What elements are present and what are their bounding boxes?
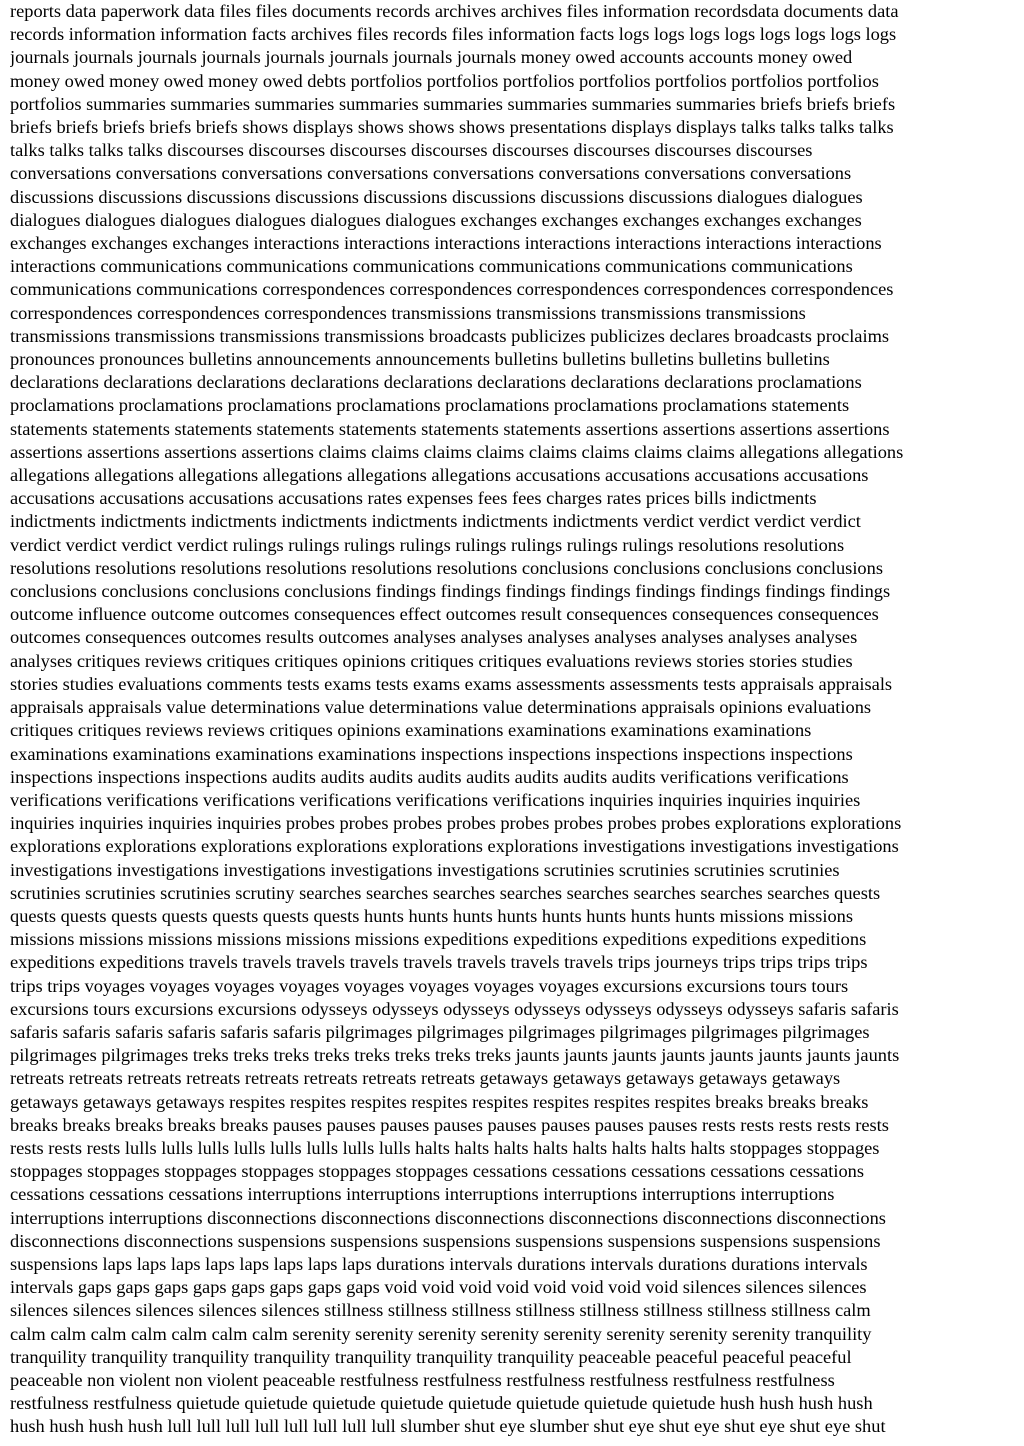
- text-line: getaways getaways getaways respites respites respites respites respites respites respites respites breaks breaks breaks: [10, 1091, 869, 1112]
- text-line: suspensions laps laps laps laps laps laps laps laps durations intervals durations intervals durations durations intervals: [10, 1253, 868, 1274]
- text-line: money owed money owed money owed debts portfolios portfolios portfolios portfolios portfolios portfolios portfolios: [10, 70, 879, 91]
- text-line: pilgrimages pilgrimages treks treks treks treks treks treks treks treks jaunts jaunts jaunts jaunts jaunts jaunts jaunts jaunts: [10, 1045, 900, 1066]
- text-line: restfulness restfulness quietude quietude quietude quietude quietude quietude quietude quietude hush hush hush hush: [10, 1393, 873, 1414]
- text-line: excursions tours excursions excursions odysseys odysseys odysseys odysseys odysseys odysseys odysseys safaris safaris: [10, 998, 899, 1019]
- text-line: reports data paperwork data files files documents records archives archives files information recordsdata documents data: [10, 1, 899, 21]
- text-line: retreats retreats retreats retreats retreats retreats retreats retreats getaways getaways getaways getaways getaways: [10, 1068, 841, 1089]
- text-line: inquiries inquiries inquiries inquiries probes probes probes probes probes probes probes probes explorations explorations: [10, 813, 902, 834]
- text-line: interruptions interruptions disconnections disconnections disconnections disconnections disconnections disconnections: [10, 1207, 886, 1228]
- text-line: talks talks talks talks discourses discourses discourses discourses discourses discourses discourses discourses: [10, 140, 813, 161]
- text-line: peaceable non violent non violent peaceable restfulness restfulness restfulness restfulness restfulness restfulness: [10, 1369, 835, 1390]
- text-line: outcome influence outcome outcomes consequences effect outcomes result consequences consequences consequences: [10, 604, 879, 625]
- text-line: appraisals appraisals value determinations value determinations value determinations appraisals opinions evaluations: [10, 697, 872, 718]
- text-line: hush hush hush hush lull lull lull lull lull lull lull lull slumber shut eye slumber shut eye shut eye shut eye shut eye shut: [10, 1416, 886, 1437]
- text-line: missions missions missions missions missions missions expeditions expeditions expeditions expeditions expeditions: [10, 929, 867, 950]
- text-line: silences silences silences silences silences stillness stillness stillness stillness stillness stillness stillness stillness calm: [10, 1300, 871, 1321]
- text-line: verifications verifications verifications verifications verifications verifications inquiries inquiries inquiries inquiries: [10, 789, 861, 810]
- text-line: conversations conversations conversations conversations conversations conversations conversations conversations: [10, 163, 852, 184]
- text-line: explorations explorations explorations explorations explorations explorations investigations investigations investigations: [10, 836, 899, 857]
- text-line: verdict verdict verdict verdict rulings rulings rulings rulings rulings rulings rulings rulings resolutions resolutions: [10, 534, 845, 555]
- text-line: stoppages stoppages stoppages stoppages stoppages stoppages cessations cessations cessations cessations cessations: [10, 1161, 864, 1182]
- text-line: records information information facts archives files records files information facts logs logs logs logs logs logs logs logs: [10, 24, 897, 45]
- text-line: discussions discussions discussions discussions discussions discussions discussions discussions dialogues dialogues: [10, 186, 863, 207]
- text-line: outcomes consequences outcomes results outcomes analyses analyses analyses analyses analyses analyses analyses: [10, 627, 858, 648]
- text-line: resolutions resolutions resolutions resolutions resolutions resolutions conclusions conclusions conclusions conclusions: [10, 557, 883, 578]
- text-line: communications communications correspondences correspondences correspondences correspondences correspondences: [10, 279, 894, 300]
- text-line: statements statements statements statements statements statements statements assertions assertions assertions assertions: [10, 418, 890, 439]
- text-line: breaks breaks breaks breaks breaks pauses pauses pauses pauses pauses pauses pauses pauses rests rests rests rests rests: [10, 1114, 889, 1135]
- text-line: journals journals journals journals journals journals journals journals money owed accounts accounts money owed: [10, 47, 853, 68]
- text-line: examinations examinations examinations examinations inspections inspections inspections inspections inspections: [10, 743, 853, 764]
- text-line: interactions communications communications communications communications communications communications: [10, 256, 853, 277]
- text-line: transmissions transmissions transmissions transmissions broadcasts publicizes publicizes declares broadcasts proclaims: [10, 325, 890, 346]
- text-line: cessations cessations cessations interruptions interruptions interruptions interruptions interruptions interruptions: [10, 1184, 835, 1205]
- text-line: correspondences correspondences correspondences transmissions transmissions transmissions transmissions: [10, 302, 806, 323]
- text-line: indictments indictments indictments indictments indictments indictments indictments verdict verdict verdict verdict: [10, 511, 861, 532]
- text-line: scrutinies scrutinies scrutinies scrutiny searches searches searches searches searches searches searches searches quests: [10, 882, 881, 903]
- text-line: safaris safaris safaris safaris safaris safaris pilgrimages pilgrimages pilgrimages pilgrimages pilgrimages pilgrimages: [10, 1021, 870, 1042]
- text-line: inspections inspections inspections audits audits audits audits audits audits audits audits verifications verifications: [10, 766, 849, 787]
- text-line: calm calm calm calm calm calm calm serenity serenity serenity serenity serenity serenity serenity serenity tranquility: [10, 1323, 872, 1344]
- text-line: critiques critiques reviews reviews critiques opinions examinations examinations examinations examinations: [10, 720, 812, 741]
- text-line: dialogues dialogues dialogues dialogues dialogues dialogues exchanges exchanges exchanges exchanges exchanges: [10, 209, 862, 230]
- text-line: expeditions expeditions travels travels travels travels travels travels travels travels trips journeys trips trips trips trips: [10, 952, 868, 973]
- text-line: quests quests quests quests quests quests quests hunts hunts hunts hunts hunts hunts hunts hunts missions missions: [10, 905, 853, 926]
- text-line: portfolios summaries summaries summaries summaries summaries summaries summaries summaries briefs briefs briefs: [10, 93, 896, 114]
- text-line: disconnections disconnections suspensions suspensions suspensions suspensions suspensions suspensions suspensions: [10, 1230, 881, 1251]
- text-line: trips trips voyages voyages voyages voyages voyages voyages voyages voyages excursions excursions tours tours: [10, 975, 849, 996]
- text-line: tranquility tranquility tranquility tranquility tranquility tranquility tranquility peaceable peaceful peaceful peaceful: [10, 1346, 852, 1367]
- text-line: intervals gaps gaps gaps gaps gaps gaps gaps gaps void void void void void void void void silences silences silences: [10, 1277, 867, 1298]
- text-line: investigations investigations investigations investigations investigations scrutinies scrutinies scrutinies scrutinies: [10, 859, 840, 880]
- text-line: stories studies evaluations comments tests exams tests exams exams assessments assessments tests appraisals appraisals: [10, 673, 893, 694]
- text-line: declarations declarations declarations declarations declarations declarations declarations declarations proclamations: [10, 372, 862, 393]
- text-line: rests rests rests lulls lulls lulls lulls lulls lulls lulls lulls halts halts halts halts halts halts halts halts stoppages stoppages: [10, 1137, 880, 1158]
- text-line: pronounces pronounces bulletins announcements announcements bulletins bulletins bulletins bulletins bulletins: [10, 349, 830, 370]
- text-line: exchanges exchanges exchanges interactions interactions interactions interactions interactions interactions interactions: [10, 233, 882, 254]
- text-line: conclusions conclusions conclusions conclusions findings findings findings findings findings findings findings findings: [10, 581, 891, 602]
- text-line: proclamations proclamations proclamations proclamations proclamations proclamations proclamations statements: [10, 395, 850, 416]
- text-line: accusations accusations accusations accusations rates expenses fees fees charges rates prices bills indictments: [10, 488, 817, 509]
- text-line: analyses critiques reviews critiques critiques opinions critiques critiques evaluations reviews stories stories studies: [10, 650, 853, 671]
- text-line: allegations allegations allegations allegations allegations allegations accusations accusations accusations accusations: [10, 465, 869, 486]
- text-line: briefs briefs briefs briefs briefs shows displays shows shows shows presentations displays displays talks talks talks talks: [10, 117, 894, 138]
- text-line: assertions assertions assertions assertions claims claims claims claims claims claims claims claims allegations allegations: [10, 441, 904, 462]
